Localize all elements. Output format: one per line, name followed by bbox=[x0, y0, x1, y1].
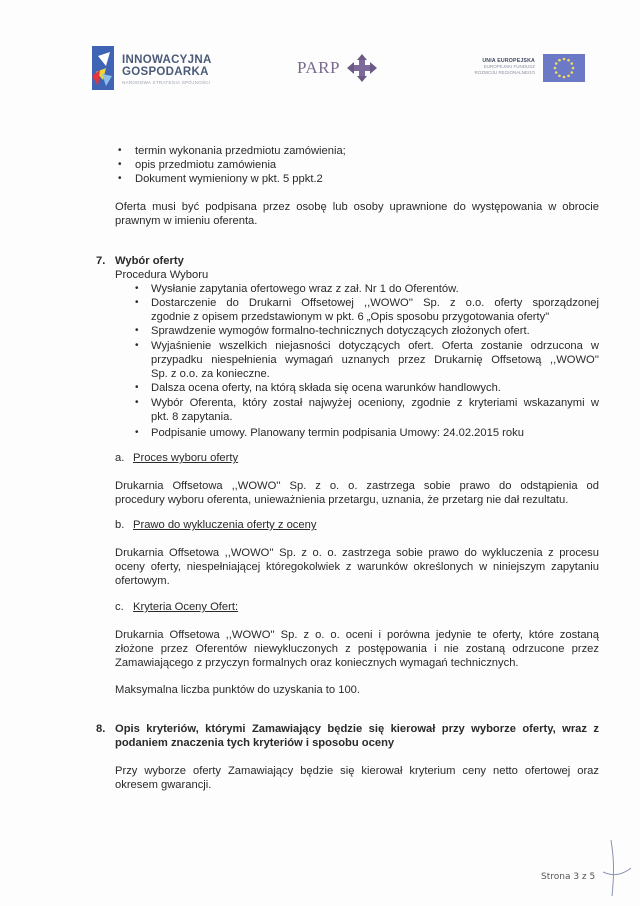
procedure-item-cont: pkt. 8 zapytania. bbox=[151, 411, 233, 423]
signature-para-line: prawnym w imieniu oferenta. bbox=[115, 215, 258, 227]
section7-number: 7. bbox=[96, 255, 106, 267]
sub-a-para-line: Drukarnia Offsetowa ,,WOWO'' Sp. z o. o. zastrzega sobie prawo do odstąpienia od bbox=[115, 480, 599, 492]
procedure-item-cont: przypadku niespełnienia wymagań uznanych przez Drukarnię Offsetową ,,WOWO'' bbox=[151, 354, 599, 366]
sub-c-para-line: Zamawiającego z przyczyn formalnych oraz koniecznych wymagań technicznych. bbox=[115, 657, 519, 669]
bullet-icon: • bbox=[135, 427, 139, 438]
procedure-item: Wybór Oferenta, który został najwyżej oceniony, zgodnie z kryteriami wskazanymi w bbox=[151, 397, 599, 409]
sub-a-letter: a. bbox=[115, 452, 125, 464]
bullet-icon: • bbox=[135, 297, 139, 308]
parp-arrows-icon bbox=[347, 54, 377, 82]
signature-para-line: Oferta musi być podpisana przez osobę lub osoby uprawnione do występowania w obrocie bbox=[115, 201, 599, 213]
ig-line2: GOSPODARKA bbox=[122, 66, 209, 78]
bullet-icon: • bbox=[135, 340, 139, 351]
ig-emblem-icon bbox=[92, 46, 114, 90]
page-header bbox=[0, 42, 640, 98]
top-bullet-item: termin wykonania przedmiotu zamówienia; bbox=[135, 145, 346, 157]
sub-b-letter: b. bbox=[115, 519, 125, 531]
sub-a-title: Proces wyboru oferty bbox=[133, 452, 239, 464]
section7-title: Wybór oferty bbox=[115, 255, 184, 267]
bullet-icon: • bbox=[118, 159, 122, 170]
bullet-icon: • bbox=[135, 325, 139, 336]
sub-c-para-line: złożone przez Oferentów niewykluczonych z postępowania i nie zostaną odrzucone przez bbox=[115, 643, 599, 655]
sub-c-letter: c. bbox=[115, 601, 124, 613]
section7-subtitle: Procedura Wyboru bbox=[115, 269, 209, 281]
eu-line2: EUROPEJSKI FUNDUSZ bbox=[483, 64, 535, 69]
bullet-icon: • bbox=[118, 173, 122, 184]
eu-line1: UNIA EUROPEJSKA bbox=[482, 58, 535, 64]
procedure-item: Wysłanie zapytania ofertowego wraz z zał. Nr 1 do Oferentów. bbox=[151, 283, 459, 295]
bullet-icon: • bbox=[135, 283, 139, 294]
top-bullet-item: Dokument wymieniony w pkt. 5 ppkt.2 bbox=[135, 173, 323, 185]
eu-line3: ROZWOJU REGIONALNEGO bbox=[474, 70, 535, 75]
handwritten-initial-icon bbox=[603, 838, 633, 898]
section8-title-line: Opis kryteriów, którymi Zamawiający będzie się kierował przy wyborze oferty, wraz z bbox=[115, 723, 599, 735]
procedure-item: Dalsza ocena oferty, na którą składa się ocena warunków handlowych. bbox=[151, 382, 501, 394]
sub-b-para-line: ofertowym. bbox=[115, 575, 170, 587]
bullet-icon: • bbox=[135, 382, 139, 393]
ig-line1: INNOWACYJNA bbox=[122, 54, 212, 66]
sub-c-para-line: Drukarnia Offsetowa ,,WOWO'' Sp. z o. o. oceni i porówna jedynie te oferty, które zostaną bbox=[115, 629, 599, 641]
ig-subtitle: NARODOWA STRATEGIA SPÓJNOŚCI bbox=[122, 80, 211, 85]
eu-logo bbox=[465, 52, 585, 84]
bullet-icon: • bbox=[135, 397, 139, 408]
innowacyjna-gospodarka-logo bbox=[92, 46, 242, 92]
procedure-item: Podpisanie umowy. Planowany termin podpisania Umowy: 24.02.2015 roku bbox=[151, 427, 524, 439]
procedure-item: Dostarczenie do Drukarni Offsetowej ,,WOWO'' Sp. z o.o. oferty sporządzonej bbox=[151, 297, 599, 309]
page-number: Strona 3 z 5 bbox=[541, 872, 596, 882]
procedure-item: Sprawdzenie wymogów formalno-technicznych dotyczących złożonych ofert. bbox=[151, 325, 530, 337]
top-bullet-item: opis przedmiotu zamówienia bbox=[135, 159, 277, 171]
procedure-item-cont: Sp. z o.o. za konieczne. bbox=[151, 368, 270, 380]
section8-title-line: podaniem znaczenia tych kryteriów i sposobu oceny bbox=[115, 737, 395, 749]
sub-b-title: Prawo do wykluczenia oferty z oceny bbox=[133, 519, 317, 531]
section8-number: 8. bbox=[96, 723, 106, 735]
sub-b-para-line: Drukarnia Offsetowa ,,WOWO'' Sp. z o. o. zastrzega sobie prawo do wykluczenia z procesu bbox=[115, 547, 599, 559]
max-points: Maksymalna liczba punktów do uzyskania to 100. bbox=[115, 684, 361, 696]
procedure-item: Wyjaśnienie wszelkich niejasności dotyczących ofert. Oferta zostanie odrzucona w bbox=[151, 340, 599, 352]
bullet-icon: • bbox=[118, 145, 122, 156]
section8-para-line: Przy wyborze oferty Zamawiający będzie się kierował kryterium ceny netto ofertowej oraz bbox=[115, 765, 599, 777]
parp-text: PARP bbox=[297, 58, 340, 77]
sub-a-para-line: procedury wyboru oferenta, unieważnienia przetargu, uznania, że przetarg nie dał rezultatu. bbox=[115, 494, 569, 506]
section8-para-line: okresem gwarancji. bbox=[115, 779, 212, 791]
eu-flag-icon bbox=[543, 54, 585, 82]
sub-c-title: Kryteria Oceny Ofert: bbox=[133, 601, 239, 613]
sub-b-para-line: oceny oferty, niespełniającej któregokolwiek z warunków określonych w niniejszym zapytaniu bbox=[115, 561, 599, 573]
procedure-item-cont: zgodnie z opisem przedstawionym w pkt. 6 „Opis sposobu przygotowania oferty" bbox=[151, 311, 550, 323]
